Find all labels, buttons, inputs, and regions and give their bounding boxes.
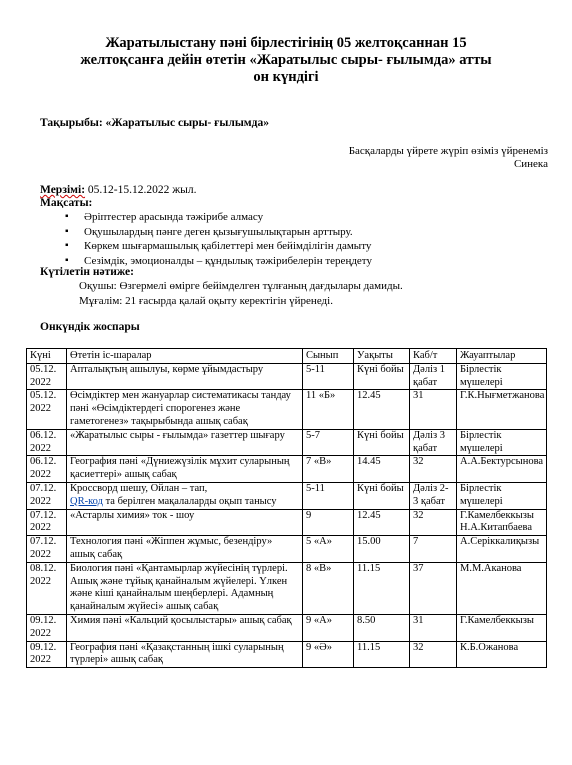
cell-date: 05.12. 2022	[27, 390, 67, 429]
cell-event: «Жаратылыс сыры - ғылымда» газеттер шығару	[67, 429, 303, 456]
epigraph	[349, 145, 548, 171]
cell-event: Өсімдіктер мен жануарлар систематикасы тандау пәні «Өсімдіктердегі спорогенез және гаметогенез» тақырыбында ашық сабақ	[67, 390, 303, 429]
term-label: Мерзімі:	[40, 184, 86, 196]
cell-class: 9 «Ә»	[303, 641, 354, 668]
cell-room: 32	[410, 509, 457, 536]
cell-room: 31	[410, 614, 457, 641]
cell-room: Дәліз 2-3 қабат	[410, 482, 457, 509]
cell-time: Күні бойы	[354, 429, 410, 456]
cell-responsible: К.Б.Ожанова	[457, 641, 547, 668]
result-item: Оқушы: Өзгермелі өмірге бейімделген тұлғаның дағдылары дамиды.	[79, 280, 403, 292]
table-row	[27, 641, 547, 668]
cell-responsible: М.М.Аканова	[457, 562, 547, 614]
table-row	[27, 456, 547, 483]
cell-room: Дәліз 1 қабат	[410, 363, 457, 390]
header-responsible: Жауаптылар	[457, 349, 547, 364]
cell-time: Күні бойы	[354, 482, 410, 509]
cell-responsible: Г.Камелбеккызы	[457, 614, 547, 641]
cell-responsible: Г.Камелбеккызы Н.А.Китапбаева	[457, 509, 547, 536]
cell-class: 9 «А»	[303, 614, 354, 641]
goal-item: ▪ Көркем шығармашылық қабілеттері мен бейімділігін дамыту	[84, 239, 372, 254]
term-value: 05.12-15.12.2022 жыл.	[85, 184, 197, 196]
goal-item: ▪ Оқушылардың пәнге деген қызығушылықтарын арттыру.	[84, 225, 372, 240]
header-room: Каб/т	[410, 349, 457, 364]
cell-room: 31	[410, 390, 457, 429]
header-date: Күні	[27, 349, 67, 364]
cell-responsible: А.А.Бектурсынова	[457, 456, 547, 483]
cell-time: 12.45	[354, 390, 410, 429]
cell-time: 12.45	[354, 509, 410, 536]
cell-class: 5 «А»	[303, 536, 354, 563]
cell-time: 8.50	[354, 614, 410, 641]
plan-table	[26, 348, 547, 668]
cell-event: Апталықтың ашылуы, көрме ұйымдастыру	[67, 363, 303, 390]
cell-date: 07.12. 2022	[27, 509, 67, 536]
cell-class: 8 «В»	[303, 562, 354, 614]
cell-room: 32	[410, 641, 457, 668]
result-heading: Күтілетін нәтиже:	[40, 266, 134, 278]
cell-room: 37	[410, 562, 457, 614]
cell-event	[67, 482, 303, 509]
term-line	[40, 184, 197, 196]
cell-event: Технология пәні «Жіппен жұмыс, безендіру» ашық сабақ	[67, 536, 303, 563]
cell-time: 11.15	[354, 562, 410, 614]
cell-responsible: Бірлестік мүшелері	[457, 482, 547, 509]
table-row	[27, 482, 547, 509]
epigraph-quote: Басқаларды үйрете жүріп өзіміз үйренеміз	[348, 145, 548, 157]
cell-date: 07.12. 2022	[27, 536, 67, 563]
cell-date: 09.12. 2022	[27, 641, 67, 668]
cell-time: 11.15	[354, 641, 410, 668]
cell-responsible: А.Серіккалиқызы	[457, 536, 547, 563]
cell-room: 32	[410, 456, 457, 483]
cell-event: Химия пәні «Кальций қосылыстары» ашық сабақ	[67, 614, 303, 641]
epigraph-author: Синека	[513, 158, 548, 170]
table-row	[27, 429, 547, 456]
header-event: Өтетін іс-шаралар	[67, 349, 303, 364]
cell-date: 06.12. 2022	[27, 429, 67, 456]
topic-heading: Тақырыбы: «Жаратылыс сыры- ғылымда»	[40, 117, 269, 129]
cell-time: 15.00	[354, 536, 410, 563]
goals-list	[40, 210, 372, 268]
event-text-rest: та берілген мақалаларды оқып танысу	[102, 495, 277, 507]
cell-date: 08.12. 2022	[27, 562, 67, 614]
table-row	[27, 562, 547, 614]
cell-room: 7	[410, 536, 457, 563]
title-line: он күндігі	[253, 69, 319, 85]
cell-time: 14.45	[354, 456, 410, 483]
cell-time: Күні бойы	[354, 363, 410, 390]
qr-code-link[interactable]: QR-код	[70, 495, 103, 507]
cell-event: «Астарлы химия» ток - шоу	[67, 509, 303, 536]
cell-class: 11 «Б»	[303, 390, 354, 429]
cell-date: 05.12. 2022	[27, 363, 67, 390]
table-row	[27, 509, 547, 536]
cell-event: Биология пәні «Қантамырлар жүйесінің түрлері. Ашық және тұйық қанайналым жүйелері. Үлкен және кіші қанайналым шеңберлері. Адамның қанайналым жүйесі» ашық сабақ	[67, 562, 303, 614]
title-line: Жаратылыстану пәні бірлестігінің 05 желтоқсаннан 15	[105, 35, 467, 51]
cell-class: 5-11	[303, 482, 354, 509]
cell-date: 06.12. 2022	[27, 456, 67, 483]
title-line: желтоқсанға дейін өтетін «Жаратылыс сыры- ғылымда» атты	[80, 52, 492, 68]
goal-item: ▪ Әріптестер арасында тәжірибе алмасу	[84, 210, 372, 225]
table-header-row	[27, 349, 547, 364]
header-time: Уақыты	[354, 349, 410, 364]
cell-event: География пәні «Дүниежүзілік мұхит суларының қасиеттері» ашық сабақ	[67, 456, 303, 483]
cell-responsible: Бірлестік мүшелері	[457, 363, 547, 390]
table-row	[27, 363, 547, 390]
result-item: Мұғалім: 21 ғасырда қалай оқыту керектігін үйренеді.	[79, 294, 333, 307]
table-row	[27, 614, 547, 641]
goals-heading: Мақсаты:	[40, 197, 93, 209]
header-class: Сынып	[303, 349, 354, 364]
table-row	[27, 536, 547, 563]
cell-class: 9	[303, 509, 354, 536]
cell-class: 7 «В»	[303, 456, 354, 483]
cell-class: 5-7	[303, 429, 354, 456]
document-title	[30, 35, 542, 86]
cell-date: 07.12. 2022	[27, 482, 67, 509]
event-text: Кроссворд шешу, Ойлан – тап,	[70, 482, 208, 494]
cell-date: 09.12. 2022	[27, 614, 67, 641]
results-block	[79, 279, 403, 308]
plan-heading: Онкүндік жоспары	[40, 321, 140, 333]
cell-responsible: Бірлестік мүшелері	[457, 429, 547, 456]
goal-item: ▪ Сезімдік, эмоционалды – құндылық тәжірибелерін тереңдету	[84, 254, 372, 269]
cell-room: Дәліз 3 қабат	[410, 429, 457, 456]
table-row	[27, 390, 547, 429]
cell-event: География пәні «Қазақстанның ішкі суларының түрлері» ашық сабақ	[67, 641, 303, 668]
cell-class: 5-11	[303, 363, 354, 390]
cell-responsible: Г.К.Нығметжанова	[457, 390, 547, 429]
